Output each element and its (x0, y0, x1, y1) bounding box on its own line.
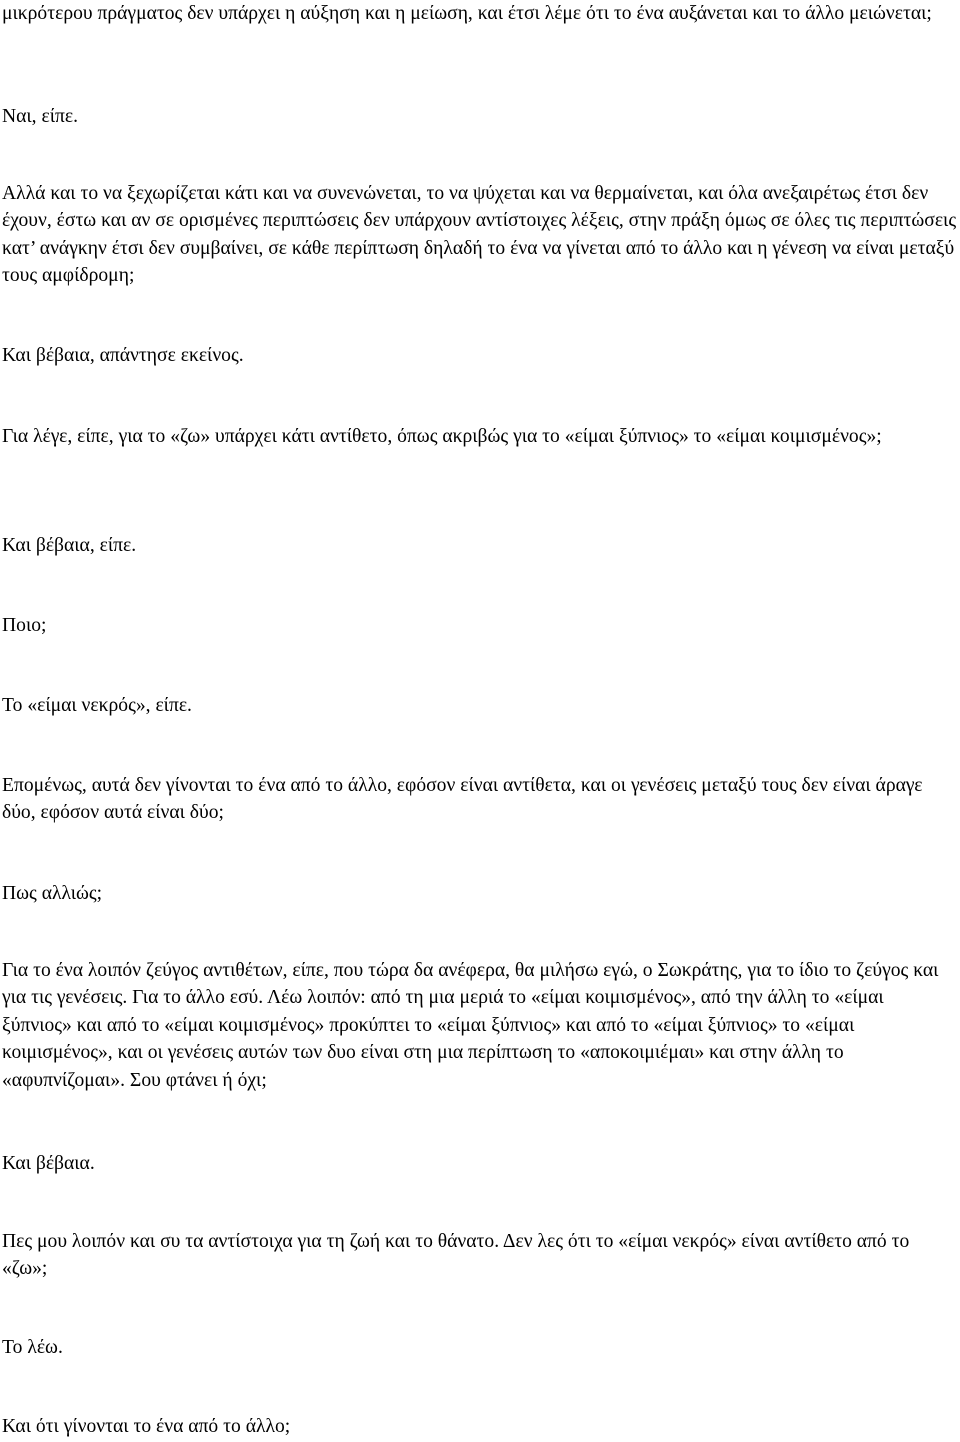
paragraph-13: Πες μου λοιπόν και συ τα αντίστοιχα για τη ζωή και το θάνατο. Δεν λες ότι το «είμαι νεκρός» είναι αντίθετο από το «ζω»; (2, 1231, 910, 1280)
paragraph-8: Το «είμαι νεκρός», είπε. (2, 695, 192, 716)
paragraph-7: Ποιο; (2, 615, 47, 636)
paragraph-11: Για το ένα λοιπόν ζεύγος αντιθέτων, είπε, που τώρα δα ανέφερα, θα μιλήσω εγώ, ο Σωκράτης, για το ίδιο το ζεύγος και για τις γενέσεις. Για το άλλο εσύ. Λέω λοιπόν: από τη μια μεριά το «είμαι κοιμισμένος», από την άλλη το «είμαι ξύπνιος» και από το «είμαι κοιμισμένος» προκύπτει το «είμαι ξύπνιος» και από το «είμαι ξύπνιος» το «είμαι κοιμισμένος», και οι γενέσεις αυτών των δυο είναι στη μια περίπτωση το «αποκοιμιέμαι» και στην άλλη το «αφυπνίζομαι». Σου φτάνει ή όχι; (2, 960, 939, 1091)
paragraph-5: Για λέγε, είπε, για το «ζω» υπάρχει κάτι αντίθετο, όπως ακριβώς για το «είμαι ξύπνιος» το «είμαι κοιμισμένος»; (2, 426, 882, 447)
paragraph-1: μικρότερου πράγματος δεν υπάρχει η αύξηση και η μείωση, και έτσι λέμε ότι το ένα αυξάνεται και το άλλο μειώνεται; (2, 3, 932, 24)
paragraph-3: Αλλά και το να ξεχωρίζεται κάτι και να συνενώνεται, το να ψύχεται και να θερμαίνεται, και όλα ανεξαιρέτως έτσι δεν έχουν, έστω και αν σε ορισμένες περιπτώσεις δεν υπάρχουν αντίστοιχες λέξεις, στην πράξη όμως σε όλες τις περιπτώσεις κατ’ ανάγκην έτσι δεν συμβαίνει, σε κάθε περίπτωση δηλαδή το ένα να γίνεται από το άλλο και η γένεση να είναι μεταξύ τους αμφίδρομη; (2, 183, 957, 287)
paragraph-14: Το λέω. (2, 1337, 63, 1358)
paragraph-10: Πως αλλιώς; (2, 883, 103, 904)
paragraph-12: Και βέβαια. (2, 1153, 95, 1174)
paragraph-15: Και ότι γίνονται το ένα από το άλλο; (2, 1416, 291, 1437)
paragraph-4: Και βέβαια, απάντησε εκείνος. (2, 345, 244, 366)
paragraph-2: Ναι, είπε. (2, 106, 79, 127)
paragraph-9: Επομένως, αυτά δεν γίνονται το ένα από το άλλο, εφόσον είναι αντίθετα, και οι γενέσεις μεταξύ τους δεν είναι άραγε δύο, εφόσον αυτά είναι δύο; (2, 775, 923, 824)
paragraph-6: Και βέβαια, είπε. (2, 535, 137, 556)
